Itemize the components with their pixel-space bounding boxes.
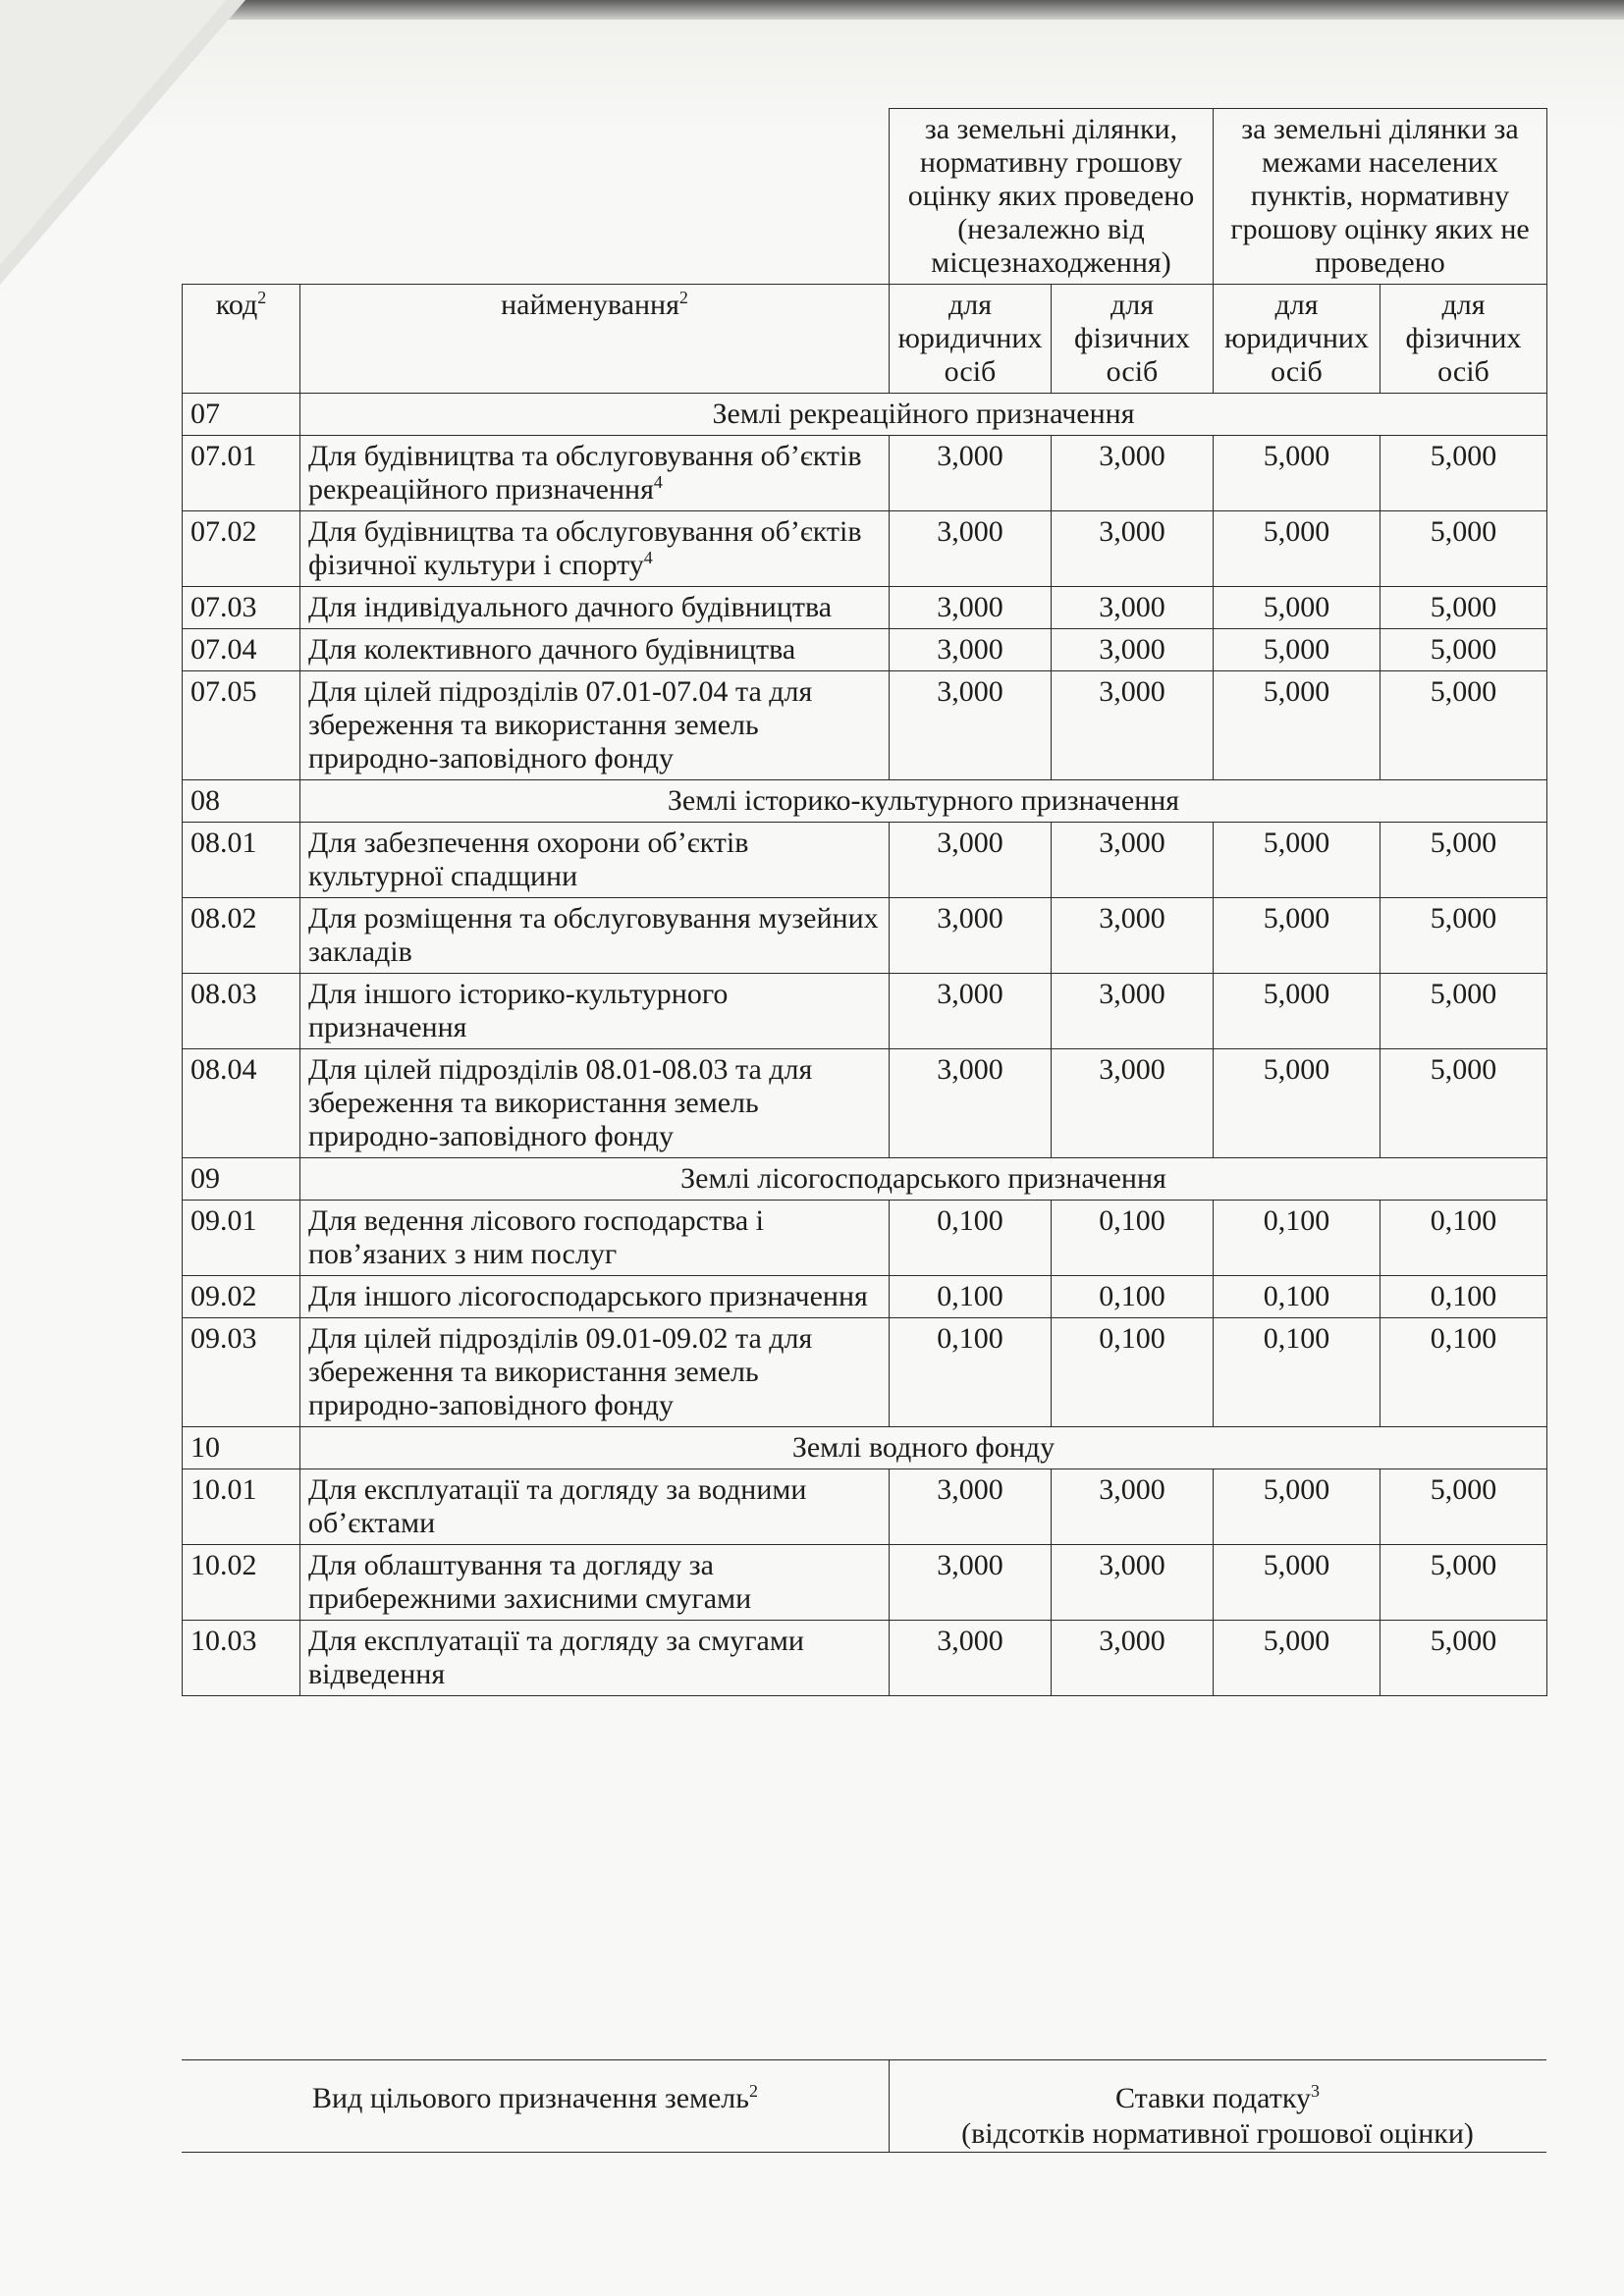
rate-legal-assessed: 3,000 xyxy=(890,974,1052,1049)
table-row xyxy=(183,823,1547,898)
row-name-footnote: 4 xyxy=(643,548,653,567)
rate-physical-unassessed: 5,000 xyxy=(1380,671,1547,780)
rate-legal-assessed: 3,000 xyxy=(890,823,1052,898)
row-code: 10.03 xyxy=(183,1621,300,1696)
tax-rates-table xyxy=(182,108,1547,1696)
rate-legal-assessed: 3,000 xyxy=(890,587,1052,629)
footer-top-line xyxy=(182,2059,1546,2060)
section-row xyxy=(183,1427,1547,1469)
row-name-cell xyxy=(300,898,890,974)
rate-physical-assessed: 0,100 xyxy=(1052,1201,1214,1276)
header-physical-2: для фізичних осіб xyxy=(1380,285,1547,394)
rate-legal-assessed: 3,000 xyxy=(890,1049,1052,1158)
header-group-unassessed: за земельні ділянки за межами населених пунктів, нормативну грошову оцінку яких не проведено xyxy=(1214,109,1547,285)
section-row xyxy=(183,780,1547,823)
rate-physical-unassessed: 5,000 xyxy=(1380,1621,1547,1696)
rate-physical-unassessed: 5,000 xyxy=(1380,436,1547,511)
footer-bottom-line xyxy=(182,2152,1546,2153)
rate-physical-assessed: 3,000 xyxy=(1052,436,1214,511)
rate-physical-unassessed: 5,000 xyxy=(1380,629,1547,671)
row-name: Для будівництва та обслуговування об’єктів рекреаційного призначення xyxy=(308,440,862,506)
rate-legal-assessed: 3,000 xyxy=(890,436,1052,511)
header-name-label: найменування xyxy=(501,289,679,321)
rate-physical-assessed: 3,000 xyxy=(1052,1049,1214,1158)
rate-physical-assessed: 3,000 xyxy=(1052,823,1214,898)
row-name-cell xyxy=(300,823,890,898)
section-row xyxy=(183,394,1547,436)
row-name-footnote: 4 xyxy=(653,472,663,492)
header-group-assessed: за земельні ділянки, нормативну грошову оцінку яких проведено (незалежно від місцезнаходження) xyxy=(890,109,1214,285)
header-legal-2: для юридичних осіб xyxy=(1214,285,1380,394)
footer-left-label: Вид цільового призначення земель xyxy=(312,2082,749,2114)
table-row xyxy=(183,1621,1547,1696)
rate-legal-unassessed: 5,000 xyxy=(1214,511,1380,587)
footer-tax-rates xyxy=(889,2081,1546,2152)
row-code: 08.03 xyxy=(183,974,300,1049)
rate-legal-assessed: 3,000 xyxy=(890,671,1052,780)
rate-legal-unassessed: 5,000 xyxy=(1214,1049,1380,1158)
section-code: 07 xyxy=(183,394,300,436)
section-title: Землі лісогосподарського призначення xyxy=(300,1158,1547,1201)
row-name: Для експлуатації та догляду за смугами відведення xyxy=(308,1625,804,1690)
table-row xyxy=(183,629,1547,671)
rate-physical-assessed: 3,000 xyxy=(1052,1469,1214,1545)
row-name: Для іншого історико-культурного призначення xyxy=(308,978,729,1043)
rate-physical-unassessed: 5,000 xyxy=(1380,823,1547,898)
row-name: Для індивідуального дачного будівництва xyxy=(308,591,833,623)
row-name: Для облаштування та догляду за прибережними захисними смугами xyxy=(308,1549,752,1615)
header-row-groups xyxy=(183,109,1547,285)
row-name-cell xyxy=(300,1049,890,1158)
row-name: Для експлуатації та догляду за водними об’єктами xyxy=(308,1473,807,1539)
row-code: 09.01 xyxy=(183,1201,300,1276)
rate-physical-unassessed: 5,000 xyxy=(1380,511,1547,587)
table-row xyxy=(183,1469,1547,1545)
row-name-cell xyxy=(300,629,890,671)
rate-legal-assessed: 0,100 xyxy=(890,1276,1052,1318)
rate-physical-assessed: 3,000 xyxy=(1052,974,1214,1049)
header-empty-cell xyxy=(183,109,890,285)
table-row xyxy=(183,436,1547,511)
scan-top-edge xyxy=(216,0,1624,20)
rate-legal-unassessed: 5,000 xyxy=(1214,823,1380,898)
row-code: 08.02 xyxy=(183,898,300,974)
row-code: 10.01 xyxy=(183,1469,300,1545)
row-name: Для цілей підрозділів 09.01-09.02 та для збереження та використання земель природно-заповідного фонду xyxy=(308,1322,813,1421)
rate-legal-assessed: 0,100 xyxy=(890,1201,1052,1276)
row-code: 07.01 xyxy=(183,436,300,511)
row-name: Для цілей підрозділів 07.01-07.04 та для збереження та використання земель природно-заповідного фонду xyxy=(308,675,813,774)
rate-physical-unassessed: 5,000 xyxy=(1380,1049,1547,1158)
rate-physical-unassessed: 0,100 xyxy=(1380,1318,1547,1427)
footer-right-sup: 3 xyxy=(1310,2081,1320,2101)
row-name-cell xyxy=(300,1318,890,1427)
rate-legal-assessed: 3,000 xyxy=(890,1621,1052,1696)
rate-physical-unassessed: 5,000 xyxy=(1380,898,1547,974)
section-title: Землі водного фонду xyxy=(300,1427,1547,1469)
rate-legal-unassessed: 5,000 xyxy=(1214,1469,1380,1545)
rate-legal-unassessed: 0,100 xyxy=(1214,1201,1380,1276)
rate-physical-unassessed: 5,000 xyxy=(1380,1469,1547,1545)
rate-physical-unassessed: 5,000 xyxy=(1380,974,1547,1049)
rate-legal-unassessed: 5,000 xyxy=(1214,1621,1380,1696)
section-row xyxy=(183,1158,1547,1201)
row-name-cell xyxy=(300,436,890,511)
section-code: 09 xyxy=(183,1158,300,1201)
rate-legal-assessed: 3,000 xyxy=(890,511,1052,587)
rate-legal-assessed: 0,100 xyxy=(890,1318,1052,1427)
table-row xyxy=(183,587,1547,629)
rate-legal-assessed: 3,000 xyxy=(890,629,1052,671)
rate-physical-assessed: 3,000 xyxy=(1052,671,1214,780)
row-code: 07.04 xyxy=(183,629,300,671)
rate-legal-unassessed: 0,100 xyxy=(1214,1276,1380,1318)
rate-physical-unassessed: 0,100 xyxy=(1380,1276,1547,1318)
rate-legal-unassessed: 5,000 xyxy=(1214,974,1380,1049)
rate-legal-assessed: 3,000 xyxy=(890,1545,1052,1621)
header-code xyxy=(183,285,300,394)
rate-legal-unassessed: 5,000 xyxy=(1214,898,1380,974)
section-code: 10 xyxy=(183,1427,300,1469)
section-title: Землі рекреаційного призначення xyxy=(300,394,1547,436)
table-row xyxy=(183,1201,1547,1276)
table-row xyxy=(183,1318,1547,1427)
section-title: Землі історико-культурного призначення xyxy=(300,780,1547,823)
rate-physical-assessed: 3,000 xyxy=(1052,511,1214,587)
row-name-cell xyxy=(300,1276,890,1318)
rate-legal-assessed: 3,000 xyxy=(890,898,1052,974)
row-code: 10.02 xyxy=(183,1545,300,1621)
footer-land-type xyxy=(182,2081,889,2116)
table-row xyxy=(183,671,1547,780)
rate-physical-unassessed: 0,100 xyxy=(1380,1201,1547,1276)
header-legal-1: для юридичних осіб xyxy=(890,285,1052,394)
table-row xyxy=(183,974,1547,1049)
footer-right-title xyxy=(889,2081,1546,2116)
footer-right-label: Ставки податку xyxy=(1115,2082,1311,2114)
row-name-cell xyxy=(300,1621,890,1696)
row-name: Для ведення лісового господарства і пов’язаних з ним послуг xyxy=(308,1204,765,1270)
row-name-cell xyxy=(300,1201,890,1276)
row-name-cell xyxy=(300,511,890,587)
table-row xyxy=(183,1545,1547,1621)
row-code: 08.04 xyxy=(183,1049,300,1158)
rate-legal-unassessed: 5,000 xyxy=(1214,629,1380,671)
footer-left-sup: 2 xyxy=(748,2081,758,2101)
row-code: 07.05 xyxy=(183,671,300,780)
row-name: Для іншого лісогосподарського призначення xyxy=(308,1280,868,1312)
header-physical-1: для фізичних осіб xyxy=(1052,285,1214,394)
row-code: 07.02 xyxy=(183,511,300,587)
rate-physical-assessed: 3,000 xyxy=(1052,629,1214,671)
table-row xyxy=(183,1049,1547,1158)
header-row-columns xyxy=(183,285,1547,394)
row-code: 07.03 xyxy=(183,587,300,629)
header-name-sup: 2 xyxy=(678,288,688,307)
table-row xyxy=(183,511,1547,587)
rate-legal-unassessed: 0,100 xyxy=(1214,1318,1380,1427)
rate-physical-unassessed: 5,000 xyxy=(1380,1545,1547,1621)
rate-physical-assessed: 0,100 xyxy=(1052,1318,1214,1427)
rate-physical-assessed: 3,000 xyxy=(1052,1545,1214,1621)
row-name-cell xyxy=(300,1545,890,1621)
row-name-cell xyxy=(300,671,890,780)
row-name-cell xyxy=(300,974,890,1049)
row-name-cell xyxy=(300,587,890,629)
rate-legal-assessed: 3,000 xyxy=(890,1469,1052,1545)
rate-legal-unassessed: 5,000 xyxy=(1214,436,1380,511)
rate-legal-unassessed: 5,000 xyxy=(1214,587,1380,629)
row-name: Для розміщення та обслуговування музейних закладів xyxy=(308,902,879,968)
header-name xyxy=(300,285,890,394)
row-name: Для забезпечення охорони об’єктів культурної спадщини xyxy=(308,827,749,892)
rate-physical-assessed: 3,000 xyxy=(1052,1621,1214,1696)
row-name: Для будівництва та обслуговування об’єктів фізичної культури і спорту xyxy=(308,515,862,581)
row-code: 08.01 xyxy=(183,823,300,898)
table-row xyxy=(183,898,1547,974)
rate-legal-unassessed: 5,000 xyxy=(1214,1545,1380,1621)
row-name: Для цілей підрозділів 08.01-08.03 та для збереження та використання земель природно-заповідного фонду xyxy=(308,1053,813,1152)
table-row xyxy=(183,1276,1547,1318)
header-code-sup: 2 xyxy=(257,288,267,307)
rate-physical-assessed: 3,000 xyxy=(1052,898,1214,974)
rate-physical-unassessed: 5,000 xyxy=(1380,587,1547,629)
rate-physical-assessed: 3,000 xyxy=(1052,587,1214,629)
row-name-cell xyxy=(300,1469,890,1545)
header-code-label: код xyxy=(215,289,258,321)
rate-legal-unassessed: 5,000 xyxy=(1214,671,1380,780)
footer-right-subtitle: (відсотків нормативної грошової оцінки) xyxy=(961,2117,1474,2150)
row-code: 09.02 xyxy=(183,1276,300,1318)
row-code: 09.03 xyxy=(183,1318,300,1427)
section-code: 08 xyxy=(183,780,300,823)
rate-physical-assessed: 0,100 xyxy=(1052,1276,1214,1318)
row-name: Для колективного дачного будівництва xyxy=(308,633,796,666)
